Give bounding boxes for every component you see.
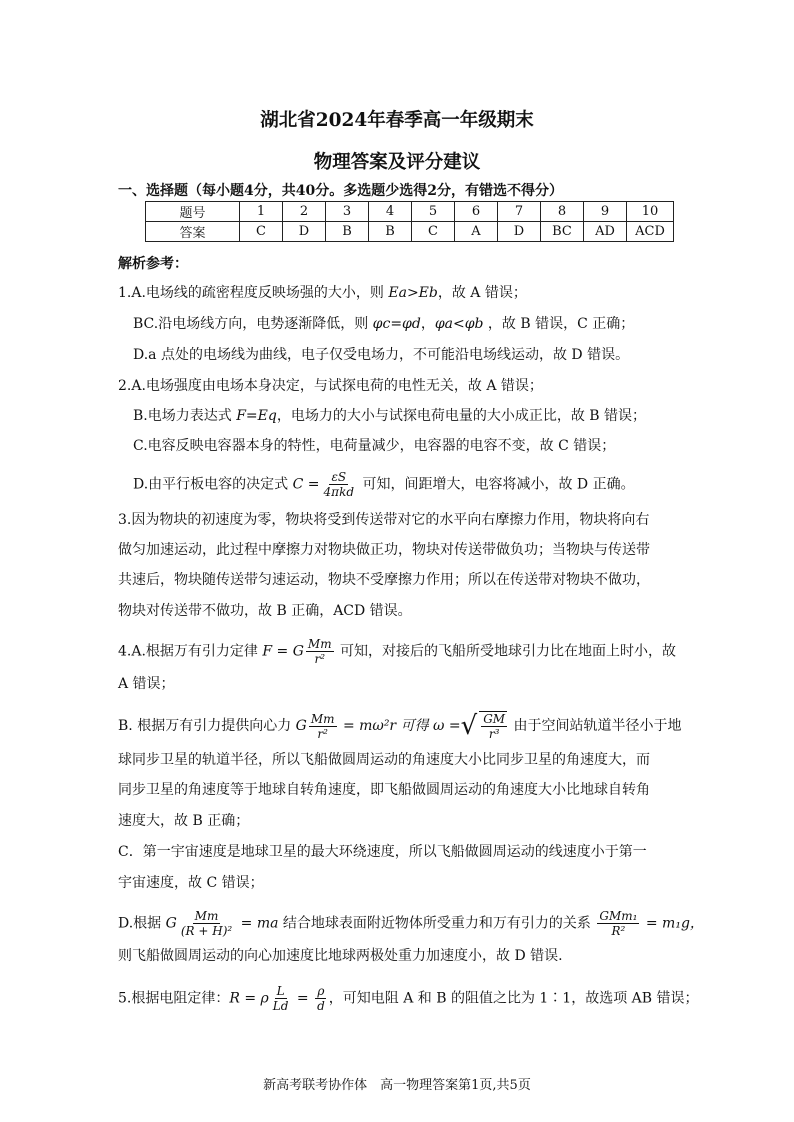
text: 可知，间距增大，电容将减小，故 D 正确。 [358,476,635,493]
fraction [271,984,291,1013]
table-cell: A [455,222,498,242]
math: F=Eq [236,408,277,424]
numerator: ρ [317,984,325,998]
table-cell: 4 [369,202,412,222]
table-cell: 9 [584,202,627,222]
table-row-answers [146,222,674,242]
table-cell: C [240,222,283,242]
q3-line: 共速后，物块随传送带匀速运动，物块不受摩擦力作用；所以在传送带对物块不做功， [118,572,650,588]
math: φa<φb [434,316,484,332]
table-cell: 6 [455,202,498,222]
math: C = [292,476,320,493]
q2-c: C.电容反映电容器本身的特性，电荷量减少，电容器的电容不变，故 C 错误； [133,438,616,454]
fraction [179,909,234,938]
math: = [292,990,314,1007]
text: D.由平行板电容的决定式 [133,476,293,493]
q3-line: 做匀加速运动，此过程中摩擦力对物块做正功，物块对传送带做负功；当物块与传送带 [118,542,650,558]
denominator: r² [317,726,328,741]
q1-d: D.a 点处的电场线为曲线，电子仅受电场力，不可能沿电场线运动，故 D 错误。 [133,347,630,363]
q2-b [133,406,646,426]
table-header-number: 题号 [146,202,240,222]
analysis-label: 解析参考： [118,256,188,272]
math: G [295,718,307,734]
denominator: d [317,999,325,1013]
table-header-answer: 答案 [146,222,240,242]
denominator: R² [611,924,626,938]
text: 可知，对接后的飞船所受地球引力比在地面上时小，故 [335,643,677,660]
radical-icon: √ [460,711,478,741]
math: φc=φd [372,316,421,332]
numerator: GM [483,712,506,726]
text: 4.A.根据万有引力定律 [118,643,263,660]
table-cell: 3 [326,202,369,222]
text: 由于空间站轨道半径小于地 [509,718,682,734]
fraction [479,711,507,741]
text: ，可知电阻 A 和 B 的阻值之比为 1∶1，故选项 AB 错误； [328,990,699,1007]
math: R = ρ [229,990,269,1007]
q5 [118,984,699,1013]
table-cell: D [283,222,326,242]
numerator: Mm [307,637,332,651]
square-root [461,711,509,741]
denominator: 4πkd [323,485,355,499]
q4-c: C．第一宇宙速度是地球卫星的最大环绕速度，所以飞船做圆周运动的线速度小于第一 [118,844,647,860]
numerator: εS [331,470,347,484]
fraction [315,984,327,1013]
table-cell: AD [584,222,627,242]
text: ，电场力的大小与试探电荷电量的大小成正比，故 B 错误； [276,408,647,424]
fraction [306,637,334,666]
denominator: Ld [272,999,289,1013]
numerator: GMm₁ [599,909,638,923]
q4-b-line: 同步卫星的角速度等于地球自转角速度，即飞船做圆周运动的角速度大小比地球自转角 [118,782,650,798]
q4-a-cont: A 错误； [118,676,175,692]
math: G [165,915,177,932]
math: = mω²r 可得 [338,718,434,734]
q4-a [118,637,676,666]
text: ，故 B 错误，C 正确； [483,316,635,332]
denominator: r³ [488,727,500,741]
table-cell: BC [541,222,584,242]
table-cell: C [412,222,455,242]
table-row-numbers [146,202,674,222]
table-cell: B [369,222,412,242]
math: Ea>Eb [388,285,438,301]
q4-b [118,711,682,741]
q4-b-line: 球同步卫星的轨道半径，所以飞船做圆周运动的角速度大小比同步卫星的角速度大，而 [118,752,650,768]
table-cell: 2 [283,202,326,222]
table-cell: 1 [240,202,283,222]
q3-line: 3.因为物块的初速度为零，物块将受到传送带对它的水平向右摩擦力作用，物块将向右 [118,512,650,528]
table-cell: 8 [541,202,584,222]
page-footer: 新高考联考协作体 高一物理答案第1页,共5页 [263,1078,531,1093]
text: 结合地球表面附近物体所受重力和万有引力的关系 [278,915,596,932]
table-cell: 7 [498,202,541,222]
fraction [597,909,639,938]
q4-d [118,909,704,938]
q4-c-cont: 宇宙速度，故 C 错误； [118,875,264,891]
q1-bc [133,314,634,334]
answer-table [145,201,674,242]
math: = m₁g， [641,915,704,932]
numerator: Mm [194,909,219,923]
q4-d-cont: 则飞船做圆周运动的向心加速度比地球两极处重力加速度小，故 D 错误. [118,948,563,964]
fraction [322,470,356,499]
q2-d [133,470,635,499]
fraction [309,712,337,741]
section-heading: 一、选择题（每小题4分，共40分。多选题少选得2分，有错选不得分） [118,183,563,199]
text: ，故 A 错误； [437,285,527,301]
numerator: Mm [310,711,335,726]
table-cell: D [498,222,541,242]
table-cell: B [326,222,369,242]
text: ， [420,316,435,332]
text: 1.A.电场线的疏密程度反映场强的大小，则 [118,285,389,301]
numerator: L [276,984,285,998]
table-cell: ACD [627,222,674,242]
math: = ma [236,915,279,932]
table-cell: 5 [412,202,455,222]
document-title: 湖北省2024年春季高一年级期末 [260,110,534,131]
table-cell: 10 [627,202,674,222]
q4-b-line: 速度大，故 B 正确； [118,813,250,829]
document-subtitle: 物理答案及评分建议 [313,152,481,173]
text: D.根据 [118,915,166,932]
q2-a: 2.A.电场强度由电场本身决定，与试探电荷的电性无关，故 A 错误； [118,378,543,394]
denominator: r² [314,652,326,666]
text: B. 根据万有引力提供向心力 [118,718,296,734]
text: BC.沿电场线方向，电势逐渐降低，则 [133,316,373,332]
math: ω = [433,718,461,734]
denominator: (R + H)² [180,924,233,938]
q3-line: 物块对传送带不做功，故 B 正确，ACD 错误。 [118,603,412,619]
text: B.电场力表达式 [133,408,237,424]
math: F = G [262,643,304,660]
text: 5.根据电阻定律： [118,990,230,1007]
q1-a [118,283,527,303]
